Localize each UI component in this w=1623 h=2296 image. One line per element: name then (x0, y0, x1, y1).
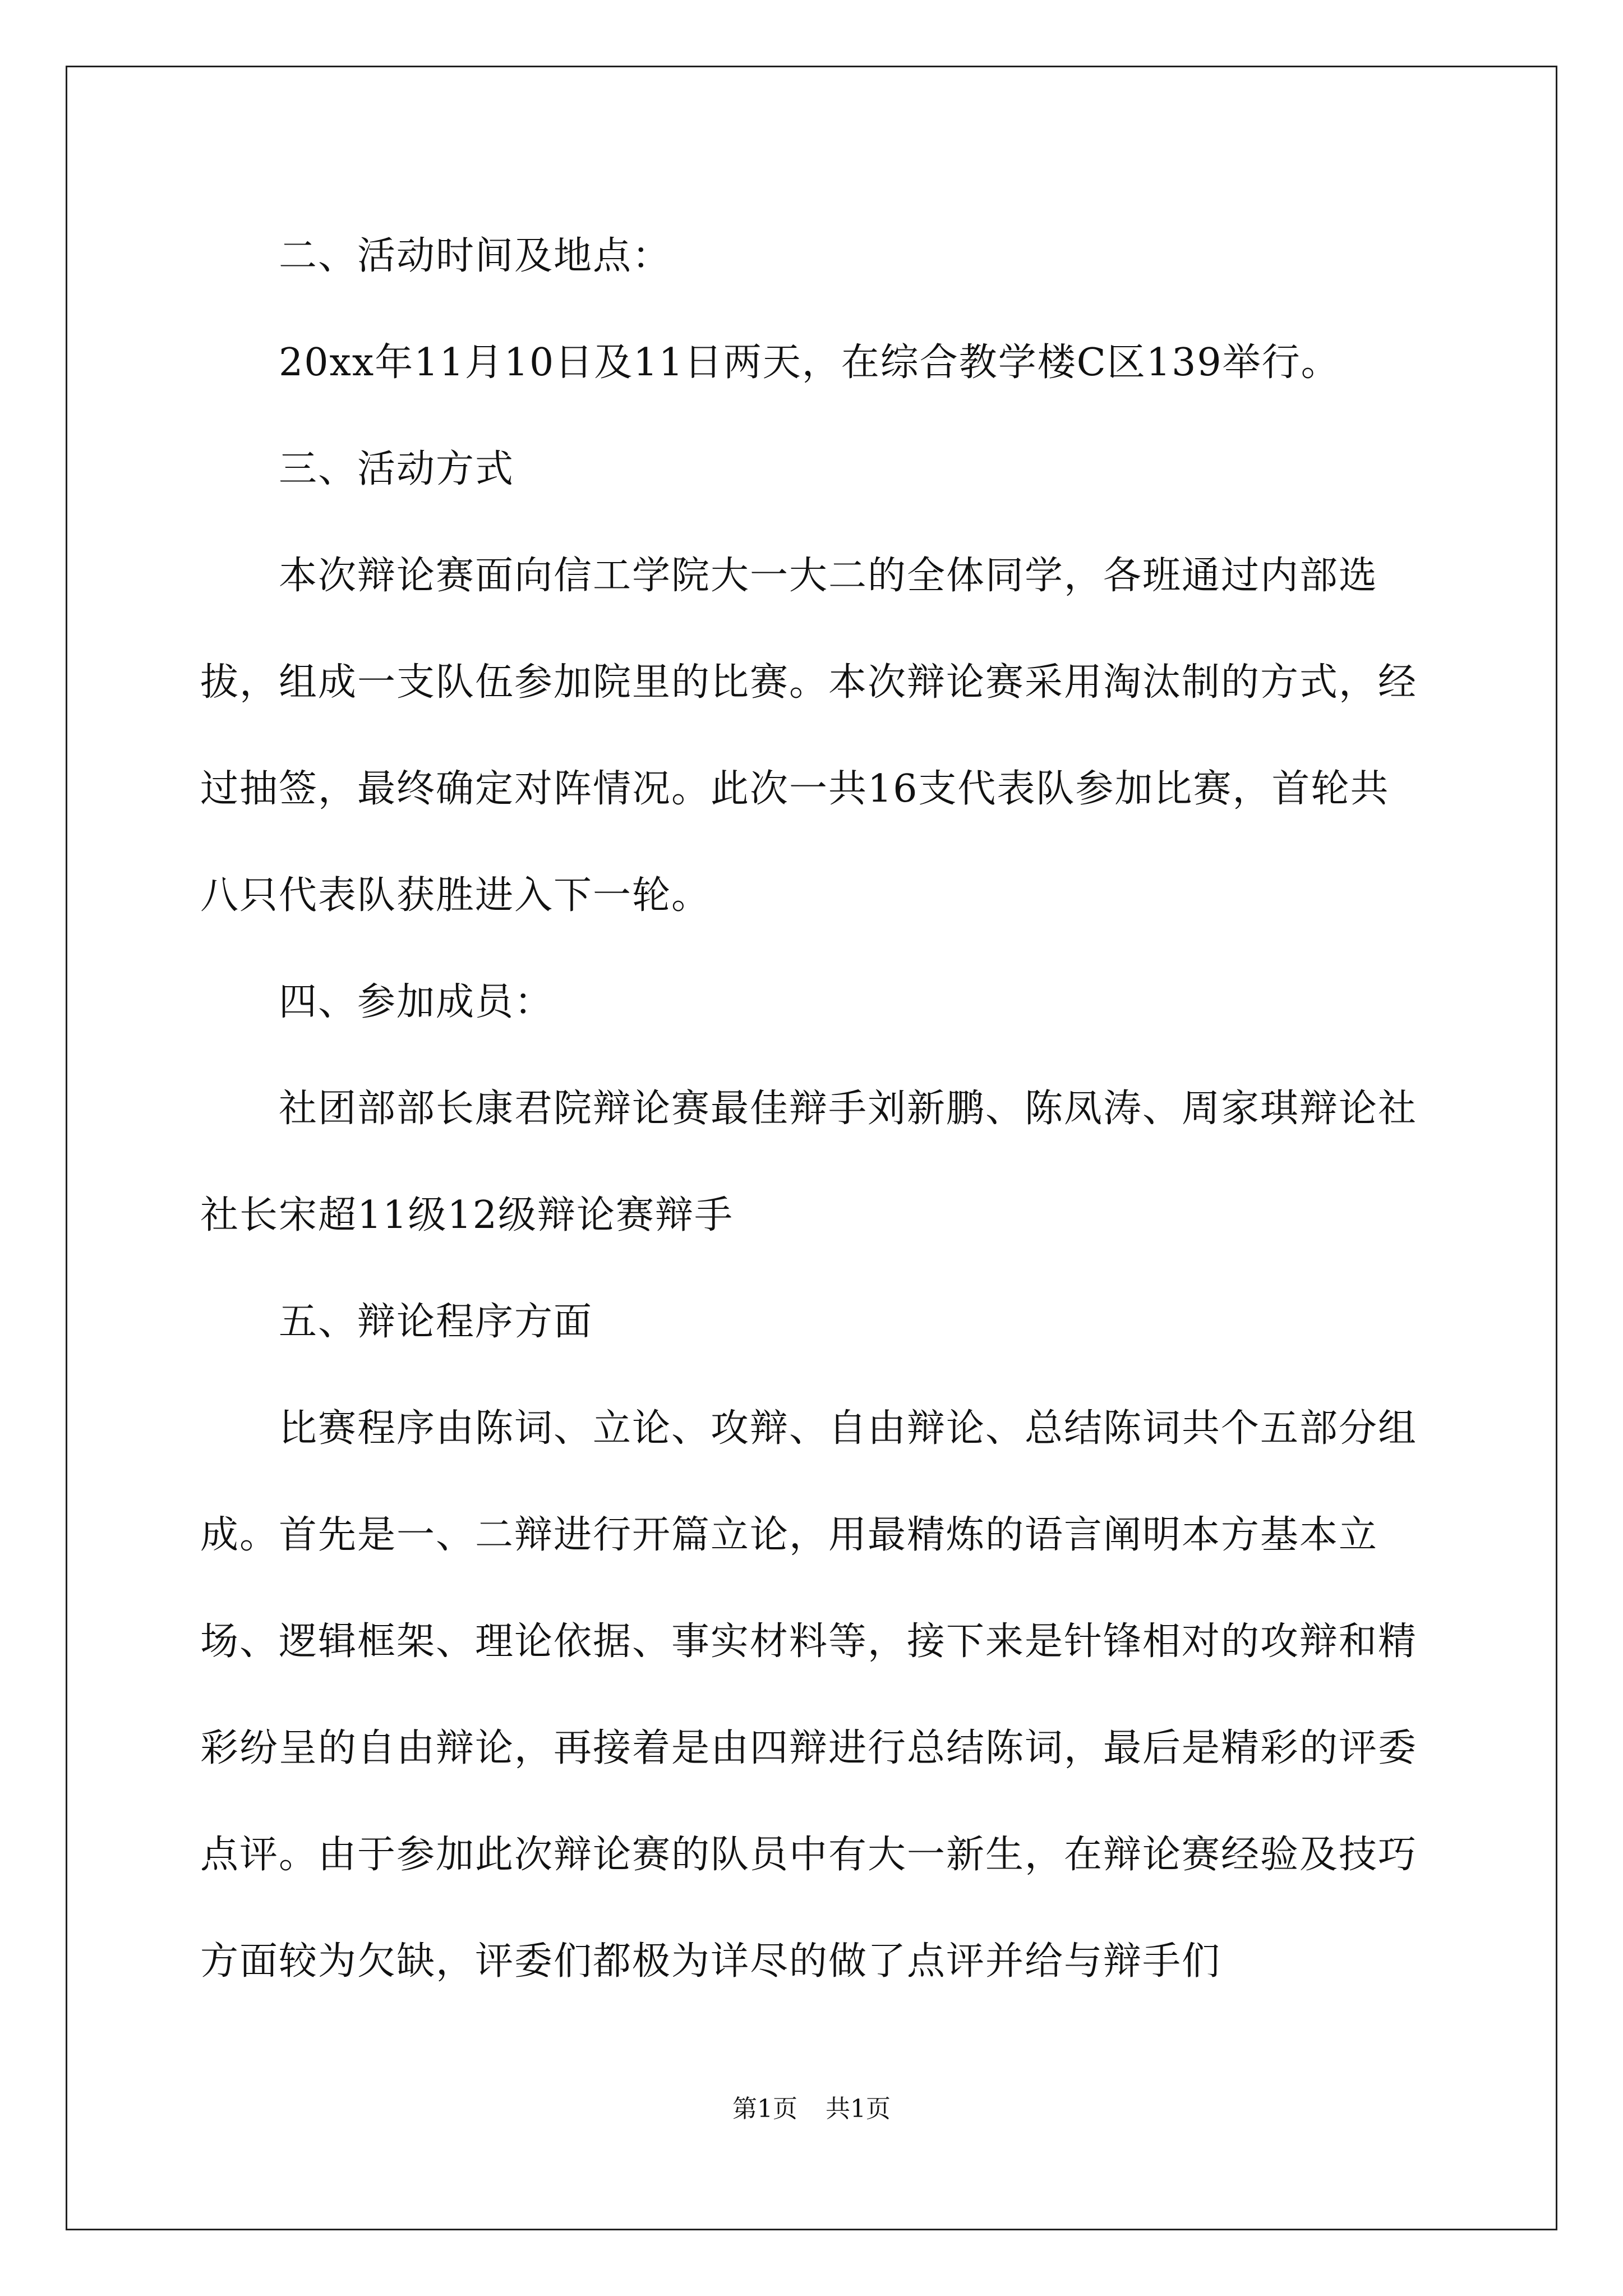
paragraph-participants: 社团部部长康君院辩论赛最佳辩手刘新鹏、陈凤涛、周家琪辩论社社长宋超11级12级辩论赛辩手 (200, 1087, 1418, 1237)
paragraph-debate-procedure: 比赛程序由陈词、立论、攻辩、自由辩论、总结陈词共个五部分组成。首先是一、二辩进行开篇立论，用最精炼的语言阐明本方基本立场、逻辑框架、理论依据、事实材料等，接下来是针锋相对的攻辩和精彩纷呈的自由辩论，再接着是由四辩进行总结陈词，最后是精彩的评委点评。由于参加此次辩论赛的队员中有大一新生，在辩论赛经验及技巧方面较为欠缺，评委们都极为详尽的做了点评并给与辩手们 (200, 1406, 1418, 1984)
section-heading-participants: 四、参加成员： (279, 980, 554, 1024)
section-heading-debate-procedure: 五、辩论程序方面 (279, 1300, 593, 1344)
paragraph-activity-method: 本次辩论赛面向信工学院大一大二的全体同学，各班通过内部选拔，组成一支队伍参加院里的比赛。本次辩论赛采用淘汰制的方式，经过抽签，最终确定对阵情况。此次一共16支代表队参加比赛，首轮共八只代表队获胜进入下一轮。 (200, 554, 1418, 918)
section-heading-activity-method: 三、活动方式 (279, 447, 515, 491)
page-number-label: 第1页 (732, 2095, 797, 2123)
paragraph-time-location: 20xx年11月10日及11日两天，在综合教学楼C区139举行。 (279, 341, 1340, 385)
page-footer (0, 2092, 1623, 2126)
page-total-label: 共1页 (826, 2095, 891, 2123)
section-heading-time-location: 二、活动时间及地点： (279, 234, 672, 278)
